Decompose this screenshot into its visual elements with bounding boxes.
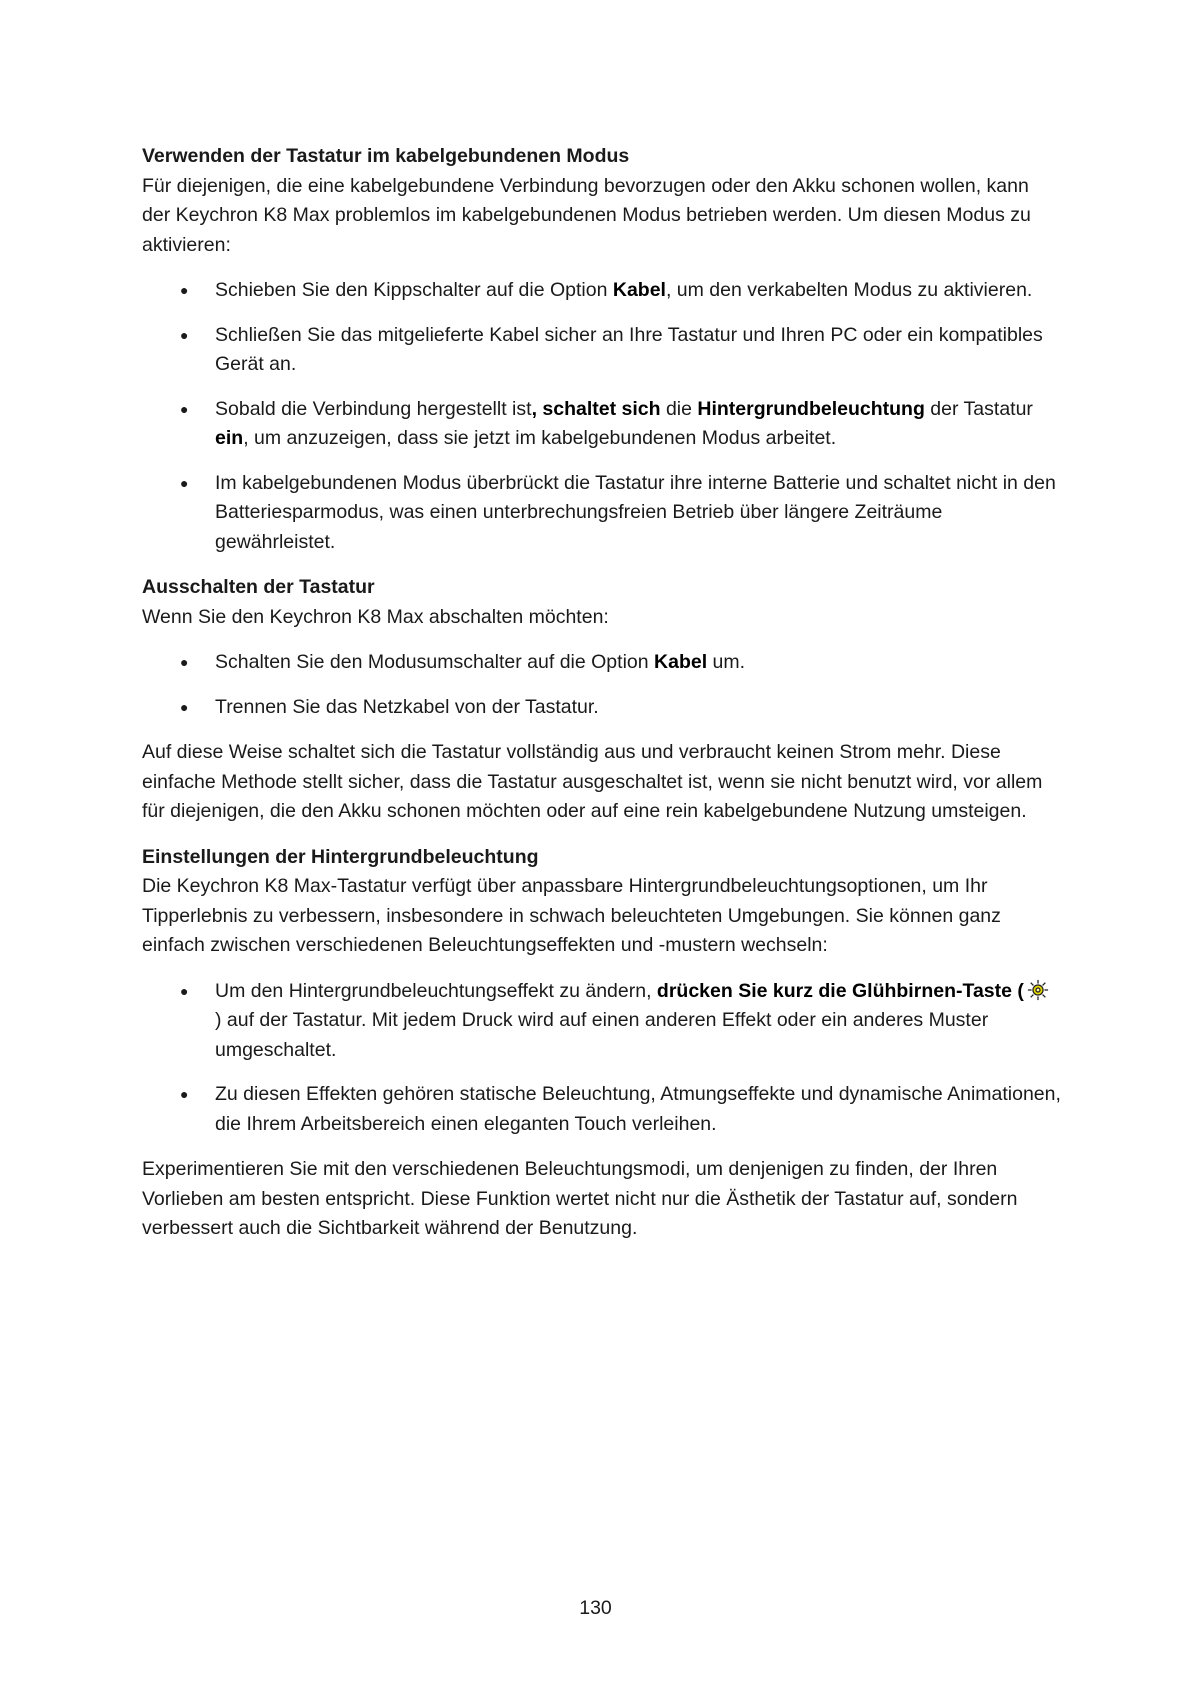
bullet-icon: ● [180,400,189,417]
bullet-list [142,276,1062,557]
bullet-list [142,977,1062,1140]
list-item: ● Schieben Sie den Kippschalter auf die Option Kabel, um den verkabelten Modus zu aktivieren. [142,276,1062,306]
section-heading-backlight: Einstellungen der Hintergrundbeleuchtung [142,845,539,868]
lightbulb-icon [1027,979,1049,1001]
bullet-icon: ● [180,474,189,491]
list-item: ● Sobald die Verbindung hergestellt ist, schaltet sich die Hintergrundbeleuchtung der Tastatur ein, um anzuzeigen, dass sie jetzt im kabelgebundenen Modus arbeitet. [142,395,1062,454]
section-intro: Wenn Sie den Keychron K8 Max abschalten möchten: [142,605,609,628]
document-page [142,142,1062,1260]
list-item: ● Um den Hintergrundbeleuchtungseffekt zu ändern, drücken Sie kurz die Glühbirnen-Taste ( ) auf der Tastatur. Mit jedem Druck wird auf einen anderen Effekt oder ein anderes Muster umgeschaltet. [142,977,1062,1066]
section-intro: Die Keychron K8 Max-Tastatur verfügt über anpassbare Hintergrundbeleuchtungsoptionen, um Ihr Tipperlebnis zu verbessern, insbesondere in schwach beleuchteten Umgebungen. Sie können ganz einfach zwischen verschiedenen Beleuchtungseffekten und -mustern wechseln: [142,875,1001,956]
section-outro: Experimentieren Sie mit den verschiedenen Beleuchtungsmodi, um denjenigen zu finden, der Ihren Vorlieben am besten entspricht. Diese Funktion wertet nicht nur die Ästhetik der Tastatur auf, sondern verbessert auch die Sichtbarkeit während der Benutzung. [142,1158,1018,1239]
section-heading-power-off: Ausschalten der Tastatur [142,576,375,598]
list-item: ● Zu diesen Effekten gehören statische Beleuchtung, Atmungseffekte und dynamische Animationen, die Ihrem Arbeitsbereich einen eleganten Touch verleihen. [142,1080,1062,1139]
bullet-icon: ● [180,698,189,715]
section-intro: Für diejenigen, die eine kabelgebundene Verbindung bevorzugen oder den Akku schonen wollen, kann der Keychron K8 Max problemlos im kabelgebundenen Modus betrieben werden. Um diesen Modus zu aktivieren: [142,174,1031,256]
list-item: ● Schließen Sie das mitgelieferte Kabel sicher an Ihre Tastatur und Ihren PC oder ein kompatibles Gerät an. [142,321,1062,380]
bullet-icon: ● [180,1086,189,1102]
section-outro: Auf diese Weise schaltet sich die Tastatur vollständig aus und verbraucht keinen Strom mehr. Diese einfache Methode stellt sicher, dass die Tastatur ausgeschaltet ist, wenn sie nicht benutzt wird, vor allem für diejenigen, die den Akku schonen möchten oder auf eine rein kabelgebundene Nutzung umsteigen. [142,741,1043,822]
page-number: 130 [579,1597,612,1619]
bullet-icon: ● [180,282,189,298]
list-item: ● Im kabelgebundenen Modus überbrückt die Tastatur ihre interne Batterie und schaltet nicht in den Batteriesparmodus, was einen unterbrechungsfreien Betrieb über längere Zeiträume gewährleistet. [142,469,1062,558]
list-item: ● Trennen Sie das Netzkabel von der Tastatur. [142,693,1062,723]
bullet-icon: ● [180,654,189,670]
bullet-icon: ● [180,982,189,999]
list-item: ● Schalten Sie den Modusumschalter auf die Option Kabel um. [142,648,1062,678]
bullet-icon: ● [180,326,189,343]
bullet-list [142,648,1062,722]
section-heading-wired-mode: Verwenden der Tastatur im kabelgebundenen Modus [142,145,630,167]
